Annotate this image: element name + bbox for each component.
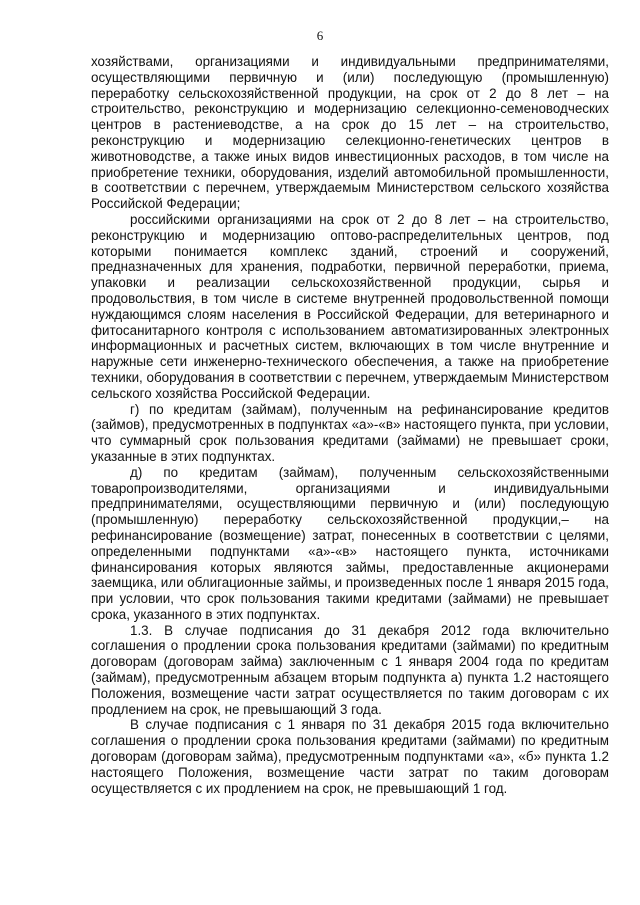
paragraph-russian-organizations: российскими организациями на срок от 2 до 8 лет – на строительство, реконструкцию и модернизацию оптово-распределительных центров, под которыми понимается комплекс зданий, строений и сооружений, предназначенных для хранения, подработки, первичной переработки, приема, упаковки и реализации сельскохозяйственной продукции, сырья и продовольствия, в том числе в системе внутренней продовольственной помощи нуждающимся слоям населения в Российской Федерации, для ветеринарного и фитосанитарного контроля с использованием автоматизированных электронных информационных и расчетных систем, включающих в том числе внутренние и наружные сети инженерно-технического обеспечения, а также на приобретение техники, оборудования в соответствии с перечнем, утверждаемым Министерством сельского хозяйства Российской Федерации. [91, 211, 609, 401]
page-number: 6 [316, 28, 324, 43]
paragraph-section-1-3: 1.3. В случае подписания до 31 декабря 2012 года включительно соглашения о продлении срока пользования кредитами (займами) по кредитным договорам (договорам займа) заключенным с 1 января 2004 года по кредитам (займам), предусмотренным абзацем вторым подпункта а) пункта 1.2 настоящего Положения, возмещение части затрат осуществляется по таким договорам с их продлением на срок, не превышающий 3 года. [91, 622, 609, 717]
document-body [91, 54, 609, 796]
paragraph-continuation: хозяйствами, организациями и индивидуальными предпринимателями, осуществляющими первичную и (или) последующую (промышленную) переработку сельскохозяйственной продукции, на срок от 2 до 8 лет – на строительство, реконструкцию и модернизацию селекционно-семеноводческих центров в растениеводстве, а на срок до 15 лет – на строительство, реконструкцию и модернизацию селекционно-генетических центров в животноводстве, а также иных видов инвестиционных расходов, в том числе на приобретение техники, оборудования, изделий автомобильной промышленности, в соответствии с перечнем, утверждаемым Министерством сельского хозяйства Российской Федерации; [91, 54, 609, 212]
paragraph-subpoint-d: д) по кредитам (займам), полученным сельскохозяйственными товаропроизводителями, организациями и индивидуальными предпринимателями, осуществляющими первичную и (или) последующую (промышленную) переработку сельскохозяйственной продукции,– на рефинансирование (возмещение) затрат, понесенных в соответствии с целями, определенными подпунктами «а»-«в» настоящего пункта, источниками финансирования которых являются займы, предоставленные акционерами заемщика, или облигационные займы, и произведенных после 1 января 2015 года, при условии, что срок пользования такими кредитами (займами) не превышает срока, указанного в этих подпунктах. [91, 464, 609, 622]
paragraph-extension-2015: В случае подписания с 1 января по 31 декабря 2015 года включительно соглашения о продлении срока пользования кредитами (займами) по кредитным договорам (договорам займа), предусмотренным подпунктами «а», «б» пункта 1.2 настоящего Положения, возмещение части затрат по таким договорам осуществляется с их продлением на срок, не превышающий 1 год. [91, 717, 609, 796]
paragraph-subpoint-g: г) по кредитам (займам), полученным на рефинансирование кредитов (займов), предусмотренных в подпунктах «а»-«в» настоящего пункта, при условии, что суммарный срок пользования кредитами (займами) не превышает сроки, указанные в этих подпунктах. [91, 401, 609, 464]
